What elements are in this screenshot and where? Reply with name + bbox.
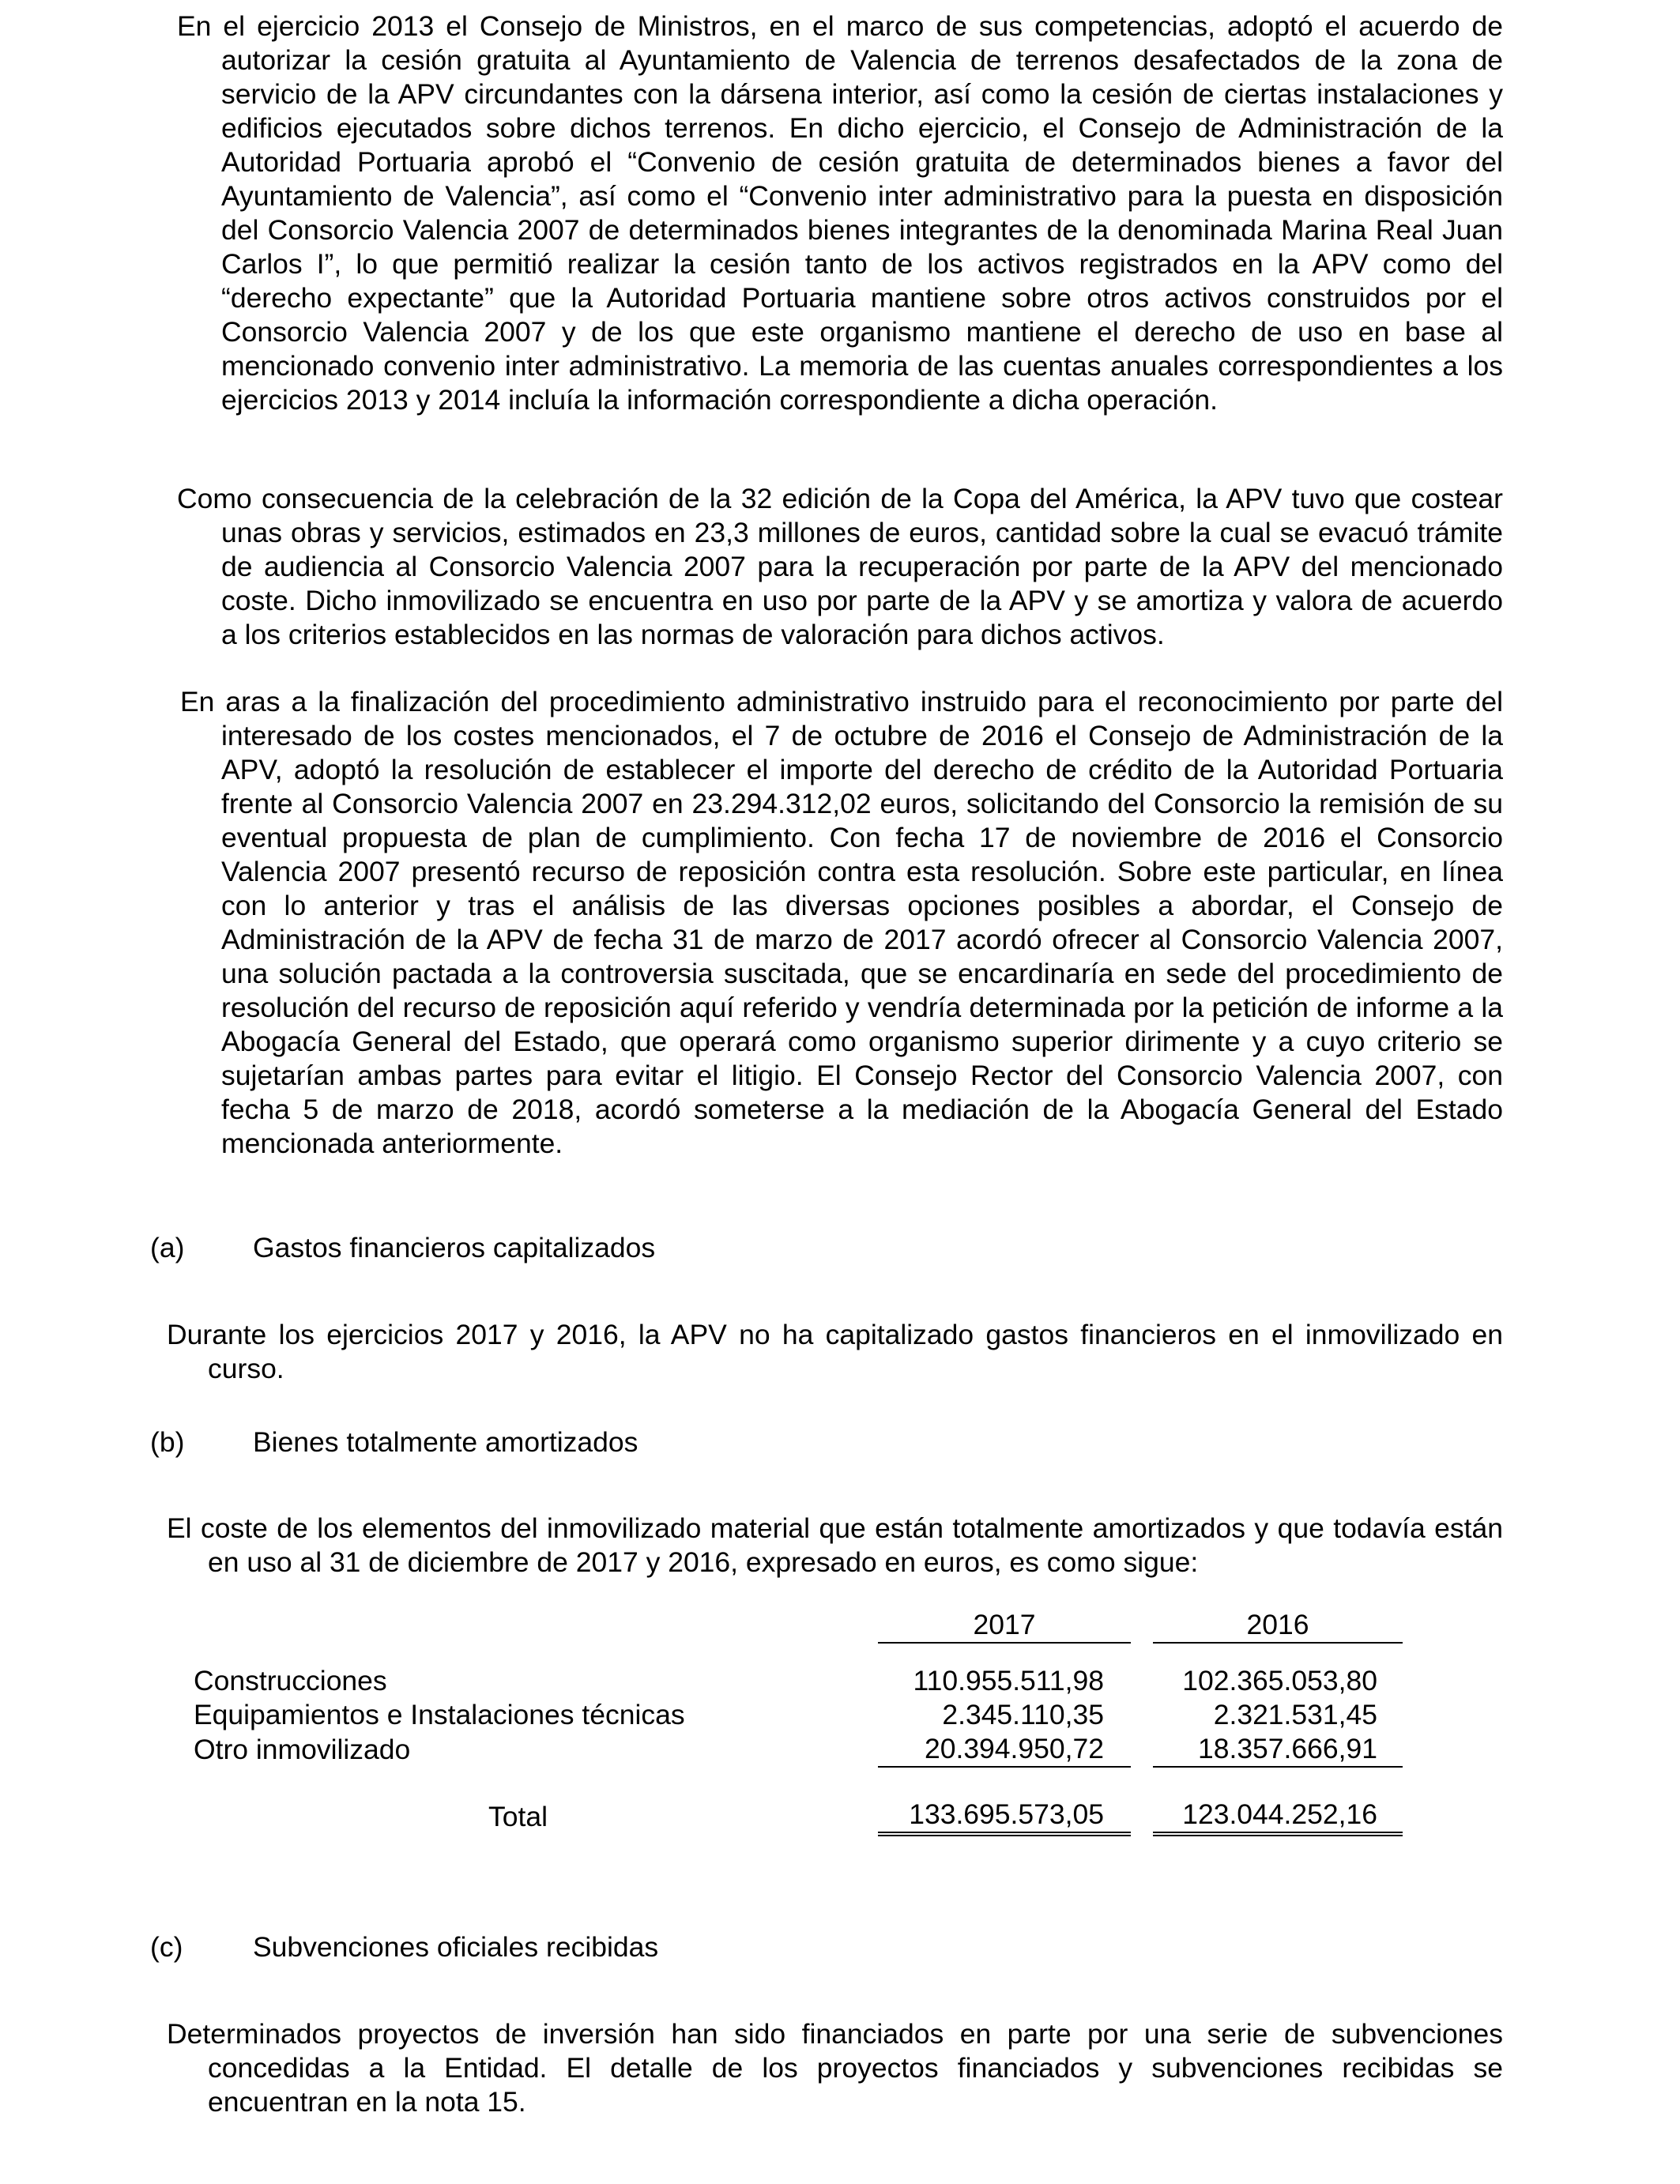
column-header-2017: 2017 — [878, 1608, 1131, 1644]
table-row — [194, 1698, 1403, 1732]
row-label: Construcciones — [194, 1665, 387, 1696]
heading-letter: (b) — [150, 1426, 185, 1458]
table-header-row — [194, 1608, 1403, 1644]
column-header-2016: 2016 — [1153, 1608, 1403, 1644]
paragraph-bienes-amortizados: El coste de los elementos del inmovilizado material que están totalmente amortizados y que todavía están en uso al 31 de diciembre de 2017 y 2016, expresado en euros, es como sigue: — [167, 1512, 1503, 1578]
table-row — [194, 1664, 1403, 1698]
total-value-2017: 133.695.573,05 — [878, 1798, 1131, 1836]
heading-letter: (c) — [150, 1931, 183, 1963]
amortized-assets-table — [194, 1608, 1403, 1836]
paragraph-procedimiento: En aras a la finalización del procedimiento administrativo instruido para el reconocimiento por parte del interesado de los costes mencionados, el 7 de octubre de 2016 el Consejo de Administración de la APV, adoptó la resolución de establecer el importe del derecho de crédito de la Autoridad Portuaria frente al Consorcio Valencia 2007 en 23.294.312,02 euros, solicitando del Consorcio la remisión de su eventual propuesta de plan de cumplimiento. Con fecha 17 de noviembre de 2016 el Consorcio Valencia 2007 presentó recurso de reposición contra esta resolución. Sobre este particular, en línea con lo anterior y tras el análisis de las diversas opciones posibles a abordar, el Consejo de Administración de la APV de fecha 31 de marzo de 2017 acordó ofrecer al Consorcio Valencia 2007, una solución pactada a la controversia suscitada, que se encardinaría en sede del procedimiento de resolución del recurso de reposición aquí referido y vendría determinada por la petición de informe a la Abogacía General del Estado, que operará como organismo superior dirimente y a cuyo criterio se sujetarían ambas partes para evitar el litigio. El Consejo Rector del Consorcio Valencia 2007, con fecha 5 de marzo de 2018, acordó someterse a la mediación de la Abogacía General del Estado mencionada anteriormente. — [180, 686, 1503, 1159]
row-value-2016: 102.365.053,80 — [1182, 1665, 1377, 1696]
heading-title: Bienes totalmente amortizados — [253, 1426, 638, 1458]
row-value-2017: 110.955.511,98 — [913, 1665, 1104, 1696]
heading-title: Subvenciones oficiales recibidas — [253, 1931, 659, 1963]
row-label: Equipamientos e Instalaciones técnicas — [194, 1699, 685, 1730]
paragraph-gastos-financieros: Durante los ejercicios 2017 y 2016, la APV no ha capitalizado gastos financieros en el inmovilizado en curso. — [167, 1319, 1503, 1384]
paragraph-cesion-2013: En el ejercicio 2013 el Consejo de Ministros, en el marco de sus competencias, adoptó el acuerdo de autorizar la cesión gratuita al Ayuntamiento de Valencia de terrenos desafectados de la zona de servicio de la APV circundantes con la dársena interior, así como la cesión de ciertas instalaciones y edificios ejecutados sobre dichos terrenos. En dicho ejercicio, el Consejo de Administración de la Autoridad Portuaria aprobó el “Convenio de cesión gratuita de determinados bienes a favor del Ayuntamiento de Valencia”, así como el “Convenio inter administrativo para la puesta en disposición del Consorcio Valencia 2007 de determinados bienes integrantes de la denominada Marina Real Juan Carlos I”, lo que permitió realizar la cesión tanto de los activos registrados en la APV como del “derecho expectante” que la Autoridad Portuaria mantiene sobre otros activos construidos por el Consorcio Valencia 2007 y de los que este organismo mantiene el derecho de uso en base al mencionado convenio inter administrativo. La memoria de las cuentas anuales correspondientes a los ejercicios 2013 y 2014 incluía la información correspondiente a dicha operación. — [177, 10, 1503, 416]
heading-letter: (a) — [150, 1232, 185, 1263]
row-value-2017: 20.394.950,72 — [878, 1732, 1131, 1768]
column-gap — [1131, 1608, 1153, 1644]
paragraph-subvenciones: Determinados proyectos de inversión han sido financiados en parte por una serie de subvenciones concedidas a la Entidad. El detalle de los proyectos financiados y subvenciones recibidas se encuentran en la nota 15. — [167, 2018, 1503, 2118]
total-value-2016: 123.044.252,16 — [1153, 1798, 1403, 1836]
table-row — [194, 1732, 1403, 1768]
amortized-assets-table-wrapper — [194, 1608, 1403, 1836]
table-header-label — [194, 1608, 878, 1644]
row-label: Otro inmovilizado — [194, 1734, 411, 1765]
row-value-2016: 18.357.666,91 — [1153, 1732, 1403, 1768]
paragraph-copa-america: Como consecuencia de la celebración de la 32 edición de la Copa del América, la APV tuvo que costear unas obras y servicios, estimados en 23,3 millones de euros, cantidad sobre la cual se evacuó trámite de audiencia al Consorcio Valencia 2007 para la recuperación por parte de la APV del mencionado coste. Dicho inmovilizado se encuentra en uso por parte de la APV y se amortiza y valora de acuerdo a los criterios establecidos en las normas de valoración para dichos activos. — [177, 483, 1503, 650]
heading-title: Gastos financieros capitalizados — [253, 1232, 656, 1263]
row-value-2016: 2.321.531,45 — [1213, 1699, 1377, 1730]
row-value-2017: 2.345.110,35 — [942, 1699, 1104, 1730]
total-label: Total — [488, 1801, 548, 1832]
table-total-row — [194, 1798, 1403, 1836]
